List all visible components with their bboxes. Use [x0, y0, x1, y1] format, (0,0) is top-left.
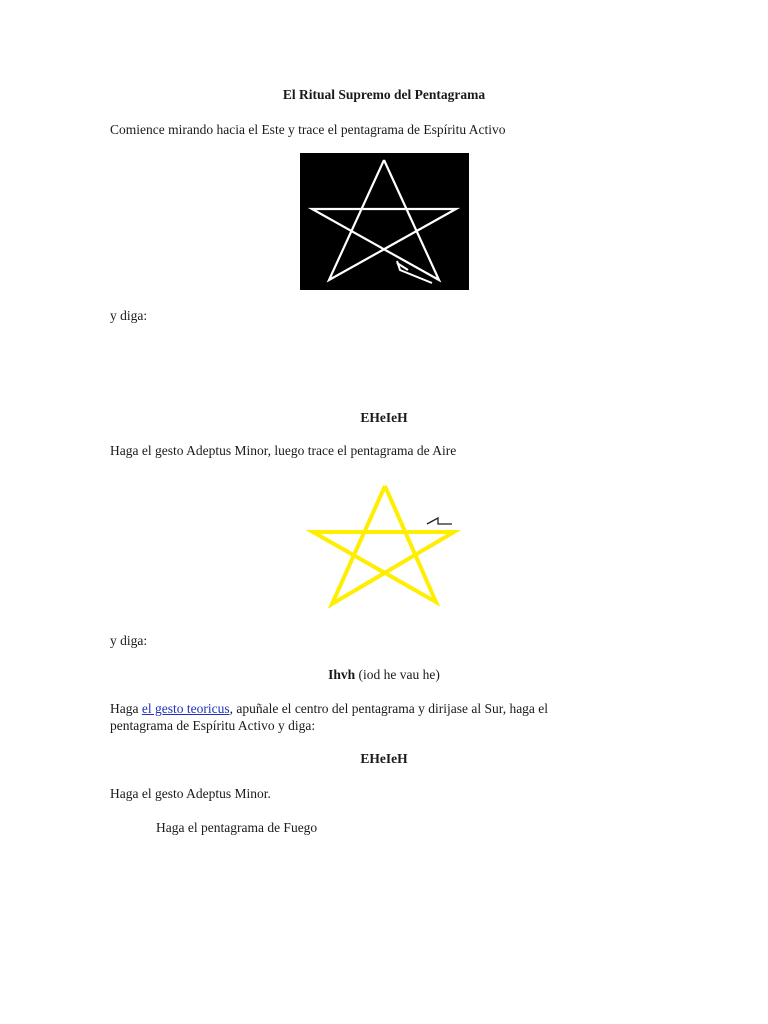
- divine-name-ihvh: [0, 666, 768, 683]
- air-pentagram-image: [306, 480, 462, 612]
- ihvh-pronunciation: (iod he vau he): [355, 667, 440, 682]
- paragraph-face-east: Comience mirando hacia el Este y trace el pentagrama de Espíritu Activo: [110, 122, 506, 137]
- say-line-2: y diga:: [110, 633, 148, 648]
- divine-name-eheieh-2: EHeIeH: [360, 751, 408, 766]
- ihvh-name: Ihvh: [328, 667, 356, 682]
- spirit-pentagram-image: [300, 153, 469, 290]
- paragraph-air-pentagram: Haga el gesto Adeptus Minor, luego trace el pentagrama de Aire: [110, 443, 457, 458]
- page-title: El Ritual Supremo del Pentagrama: [282, 87, 486, 102]
- pentagram-yellow-icon: [306, 480, 462, 612]
- p3-rest-text: , apuñale el centro del pentagrama y dirijase al Sur, haga el: [229, 701, 549, 716]
- say-line-1: y diga:: [110, 308, 148, 323]
- paragraph-fire-pentagram: Haga el pentagrama de Fuego: [156, 820, 318, 835]
- paragraph-adeptus-minor: Haga el gesto Adeptus Minor.: [110, 786, 271, 801]
- pentagram-white-on-black-icon: [300, 153, 469, 290]
- gesto-teoricus-link[interactable]: el gesto teoricus: [141, 701, 230, 716]
- paragraph-gesture-teoricus-line2: pentagrama de Espíritu Activo y diga:: [110, 718, 316, 733]
- p3-start-text: Haga: [110, 701, 142, 716]
- divine-name-eheieh-1: EHeIeH: [360, 410, 408, 425]
- paragraph-gesture-teoricus: [110, 700, 548, 717]
